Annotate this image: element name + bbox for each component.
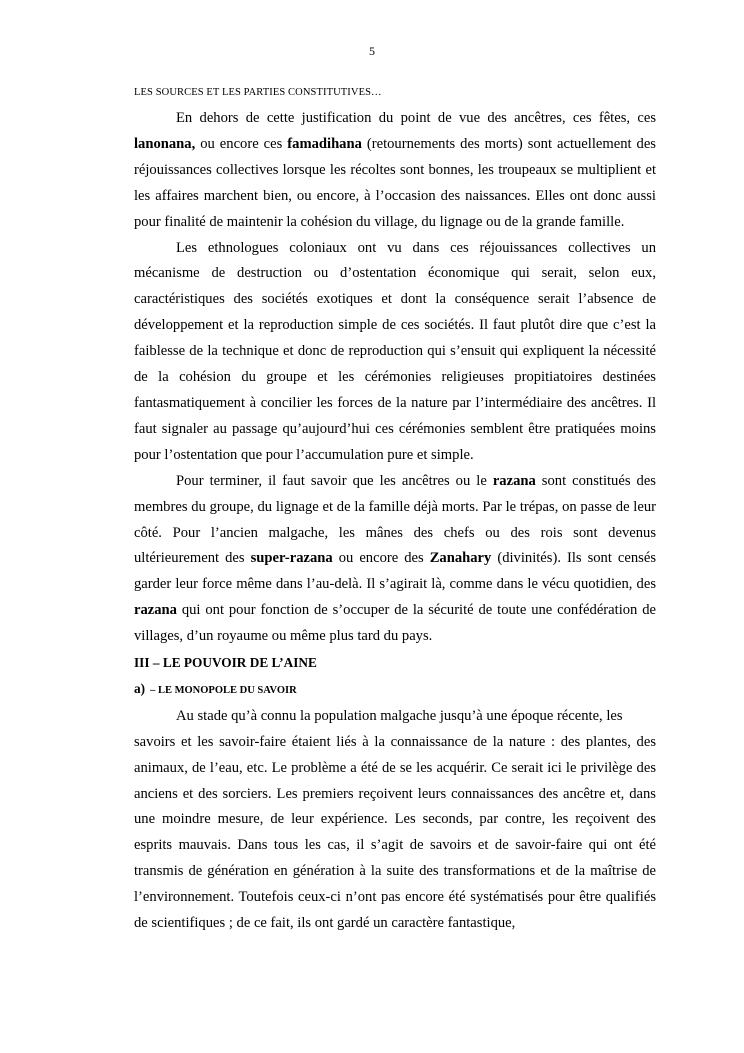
subsection-marker: a) (134, 680, 146, 696)
paragraph-ancetres (134, 469, 656, 650)
section-heading: III – LE POUVOIR DE L’AINE (134, 655, 317, 671)
page-number: 5 (369, 44, 375, 58)
text-run: qui ont pour fonction de s’occuper de la sécurité de toute une confédération de villages, d’un royaume ou même plus tard du pays. (134, 602, 656, 645)
bold-term-lanonana: lanonana, (134, 135, 196, 152)
bold-term-razana: razana (492, 472, 536, 489)
text-run: ou encore des (332, 550, 430, 567)
paragraph-savoir-first-line: Au stade qu’à connu la population malgache jusqu’à une époque récente, les (176, 707, 623, 724)
paragraph-savoir: savoirs et les savoir-faire étaient liés à la connaissance de la nature : des plantes, des animaux, de l’eau, etc. Le problème a été de se les acquérir. Ce serait ici le privilège des anciens et des sorciers. Les premiers reçoivent leurs connaissances des ancêtre et, dans une moindre mesure, de leur expérience. Les seconds, par contre, les reçoivent des esprits mauvais. Dans tous les cas, il s’agit de savoirs et de savoir-faire qui ont été transmis de génération en génération à la suite des transformations et de la maîtrise de l’environnement. Toutefois ceux-ci n’ont pas encore été systématisés pour être qualifiés de scientifiques ; de ce fait, ils ont gardé un caractère fantastique, (134, 733, 656, 932)
bold-term-zanahary: Zanahary (429, 550, 492, 567)
text-run: ou encore ces (195, 135, 288, 152)
bold-term-razana: razana (134, 602, 177, 619)
text-run: sont constitués des membres du groupe, du lignage et de la famille déjà morts. Par le trépas, on passe de leur côté. Pour l’ancien malgache, les mânes des chefs ou des rois sont devenus ultérieurement des (134, 472, 656, 567)
text-run: Pour terminer, il faut savoir que les ancêtres ou le (176, 472, 493, 489)
running-header: LES SOURCES ET LES PARTIES CONSTITUTIVES… (134, 87, 382, 98)
bold-term-super-razana: super-razana (250, 550, 333, 567)
text-run: (retournements des morts) sont actuellement des réjouissances collectives lorsque les récoltes sont bonnes, les troupeaux se multiplient et les affaires marchent bien, ou encore, à l’occasion des naissances. Elles ont donc aussi pour finalité de maintenir la cohésion du village, du lignage ou de la grande famille. (134, 135, 656, 230)
paragraph-fetes (134, 106, 656, 236)
body-text (134, 106, 656, 937)
bold-term-famadihana: famadihana (287, 135, 362, 152)
text-run: (divinités). Ils sont censés garder leur force même dans l’au-delà. Il s’agirait là, comme dans le vécu quotidien, des (134, 550, 656, 593)
subsection-heading (134, 676, 656, 704)
text-run: En dehors de cette justification du point de vue des ancêtres, ces fêtes, ces (176, 110, 656, 126)
paragraph-ethnologues: Les ethnologues coloniaux ont vu dans ces réjouissances collectives un mécanisme de destruction ou d’ostentation économique qui serait, selon eux, caractéristiques des sociétés exotiques et dont la conséquence serait l’absence de développement et la reproduction simple de ces sociétés. Il faut plutôt dire que c’est la faiblesse de la technique et donc de reproduction qui s’ensuit qui expliquent la nécessité de la cohésion du groupe et les cérémonies religieuses propitiatoires destinées fantasmatiquement à concilier les forces de la nature par l’intermédiaire des ancêtres. Il faut signaler au passage qu’aujourd’hui ces cérémonies semblent être pratiquées moins pour l’ostentation que pour l’accumulation pure et simple. (134, 239, 656, 463)
subsection-title: – LE MONOPOLE DU SAVOIR (150, 684, 297, 696)
